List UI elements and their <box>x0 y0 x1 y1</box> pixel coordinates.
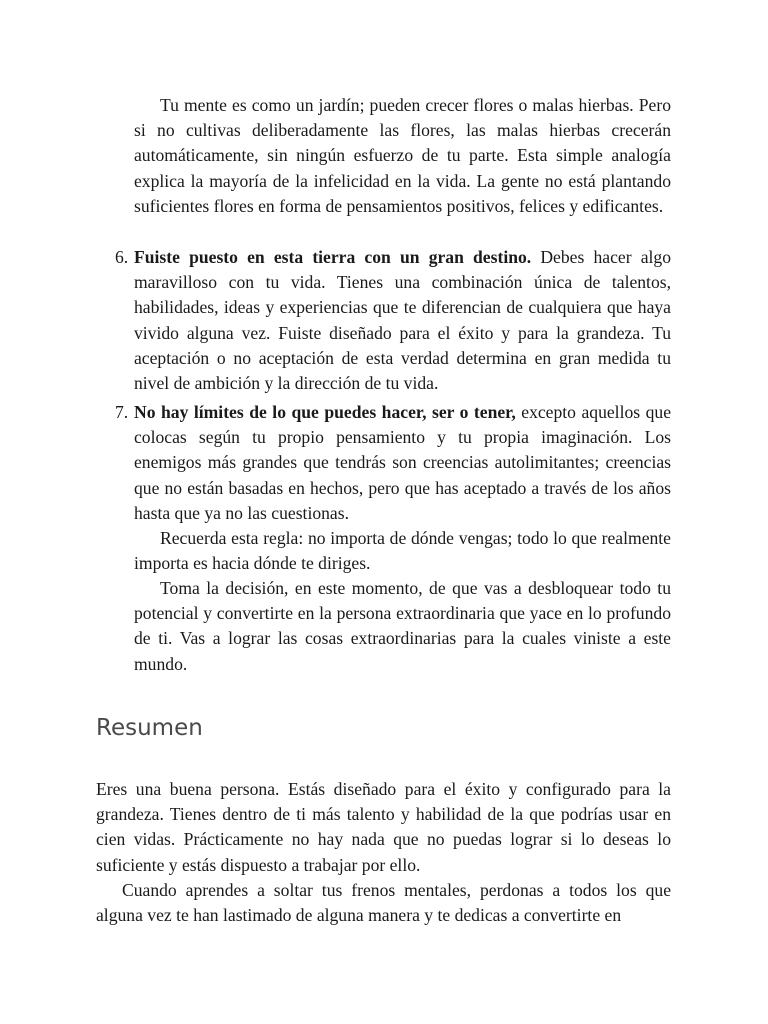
summary-paragraph: Eres una buena persona. Estás diseñado para el éxito y configurado para la grandeza. Tienes dentro de ti más talento y habilidad de la que podrías usar en cien vidas. Prácticamente no hay nada que no puedas lograr si lo deseas lo suficiente y estás dispuesto a trabajar por ello. <box>96 779 671 875</box>
rule-paragraph: Recuerda esta regla: no importa de dónde vengas; todo lo que realmente importa es hacia dónde te diriges. <box>134 528 671 574</box>
section-heading: Resumen <box>96 715 203 741</box>
list-item-bold-lead: Fuiste puesto en esta tierra con un gran destino. <box>134 247 532 267</box>
list-item-text <box>134 245 671 396</box>
list-item-6 <box>115 245 671 396</box>
list-item-body: excepto aquellos que colocas según tu propio pensamiento y tu propia imaginación. Los enemigos más grandes que tendrás son creencias autolimitantes; creencias que no están basadas en hechos, pero que has aceptado a través de los años hasta que ya no las cuestionas. <box>134 402 672 523</box>
intro-paragraph: Tu mente es como un jardín; pueden crecer flores o malas hierbas. Pero si no cultivas deliberadamente las flores, las malas hierbas crecerán automáticamente, sin ningún esfuerzo de tu parte. Esta simple analogía explica la mayoría de la infelicidad en la vida. La gente no está plantando suficientes flores en forma de pensamientos positivos, felices y edificantes. <box>134 95 671 216</box>
list-item-body: Debes hacer algo maravilloso con tu vida. Tienes una combinación única de talentos, habilidades, ideas y experiencias que te diferencian de cualquiera que haya vivido alguna vez. Fuiste diseñado para el éxito y para la grandeza. Tu aceptación o no aceptación de esta verdad determina en gran medida tu nivel de ambición y la dirección de tu vida. <box>134 247 671 394</box>
list-number: 7. <box>115 402 129 422</box>
list-number: 6. <box>115 247 129 267</box>
list-item-7 <box>115 400 672 526</box>
list-item-bold-lead: No hay límites de lo que puedes hacer, ser o tener, <box>134 402 516 422</box>
decision-paragraph: Toma la decisión, en este momento, de que vas a desbloquear todo tu potencial y convertirte en la persona extraordinaria que yace en lo profundo de ti. Vas a lograr las cosas extraordinarias para la cuales viniste a este mundo. <box>134 578 671 674</box>
closing-paragraph: Cuando aprendes a soltar tus frenos mentales, perdonas a todos los que alguna vez te han lastimado de alguna manera y te dedicas a convertirte en <box>96 880 671 926</box>
list-item-text <box>134 400 671 526</box>
